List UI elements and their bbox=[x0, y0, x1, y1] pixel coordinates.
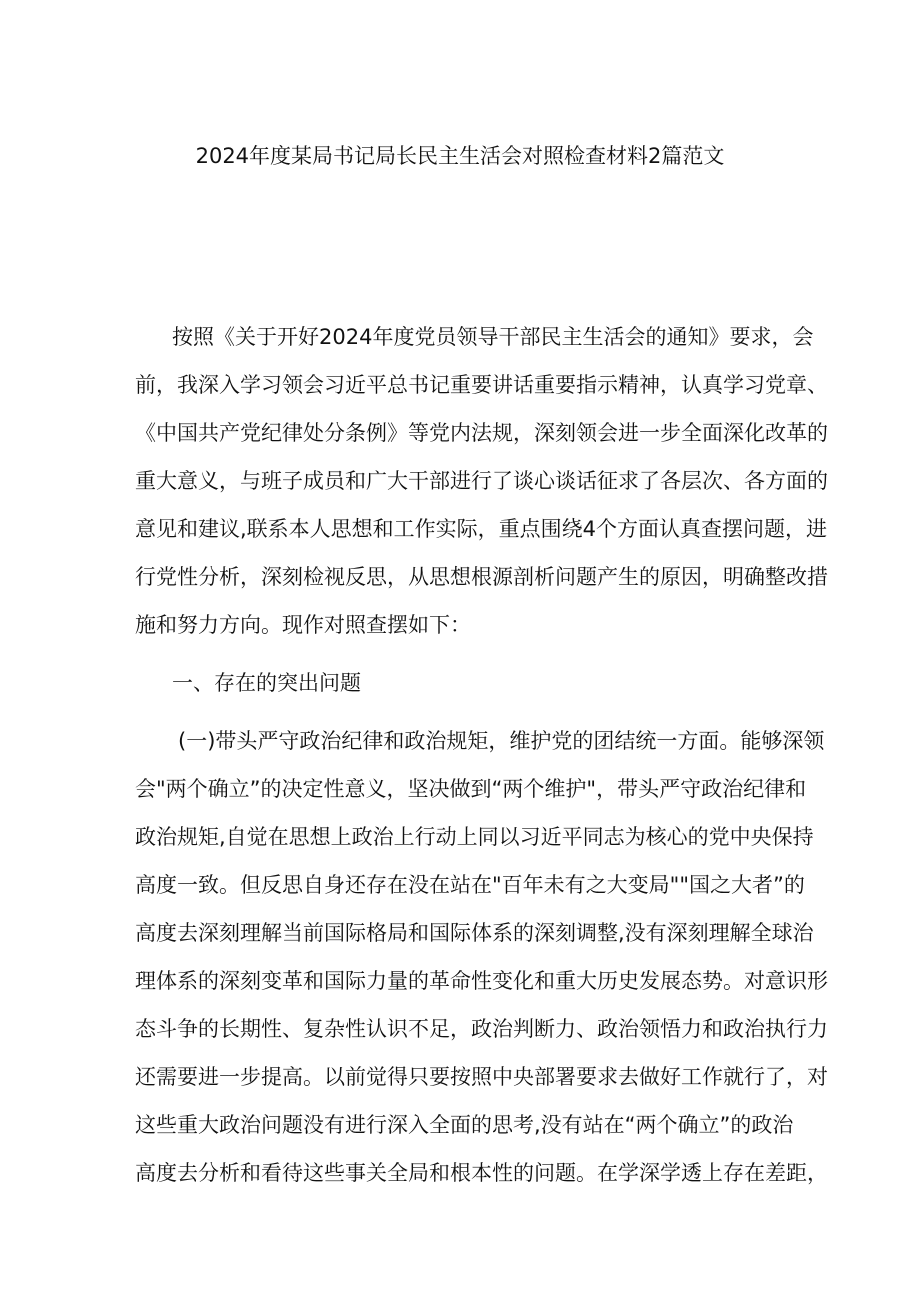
paragraph-line: (一)带头严守政治纪律和政治规矩，维护党的团结统一方面。能够深领 bbox=[178, 729, 825, 753]
paragraph-line: 这些重大政治问题没有进行深入全面的思考,没有站在“两个确立”的政治 bbox=[135, 1113, 794, 1137]
document-title: 2024年度某局书记局长民主生活会对照检查材料2篇范文 bbox=[195, 144, 725, 168]
paragraph-line: 高度去深刻理解当前国际格局和国际体系的深刻调整,没有深刻理解全球治 bbox=[135, 921, 814, 945]
paragraph-line: 会"两个确立”的决定性意义，坚决做到“两个维护"，带头严守政治纪律和 bbox=[135, 777, 807, 801]
paragraph-line: 行党性分析，深刻检视反思，从思想根源剖析问题产生的原因，明确整改措 bbox=[135, 565, 828, 589]
paragraph-line: 态斗争的长期性、复杂性认识不足，政治判断力、政治领悟力和政治执行力 bbox=[135, 1017, 828, 1041]
paragraph-line: 前，我深入学习领会习近平总书记重要讲话重要指示精神，认真学习党章、 bbox=[135, 373, 828, 397]
section-heading: 一、存在的突出问题 bbox=[172, 671, 361, 695]
paragraph-line: 《中国共产党纪律处分条例》等党内法规，深刻领会进一步全面深化改革的 bbox=[135, 421, 828, 445]
paragraph-line: 重大意义，与班子成员和广大干部进行了谈心谈话征求了各层次、各方面的 bbox=[135, 469, 828, 493]
paragraph-line: 高度去分析和看待这些事关全局和根本性的问题。在学深学透上存在差距， bbox=[135, 1161, 828, 1185]
paragraph-line: 理体系的深刻变革和国际力量的革命性变化和重大历史发展态势。对意识形 bbox=[135, 969, 828, 993]
paragraph-line: 高度一致。但反思自身还存在没在站在"百年未有之大变局""国之大者”的 bbox=[135, 873, 805, 897]
paragraph-line: 意见和建议,联系本人思想和工作实际，重点围绕4个方面认真查摆问题，进 bbox=[135, 517, 828, 541]
paragraph-line: 政治规矩,自觉在思想上政治上行动上同以习近平同志为核心的党中央保持 bbox=[135, 825, 814, 849]
paragraph-line: 按照《关于开好2024年度党员领导干部民主生活会的通知》要求，会 bbox=[172, 325, 814, 349]
paragraph-line: 还需要进一步提高。以前觉得只要按照中央部署要求去做好工作就行了，对 bbox=[135, 1065, 828, 1089]
paragraph-line: 施和努力方向。现作对照查摆如下： bbox=[135, 613, 471, 637]
